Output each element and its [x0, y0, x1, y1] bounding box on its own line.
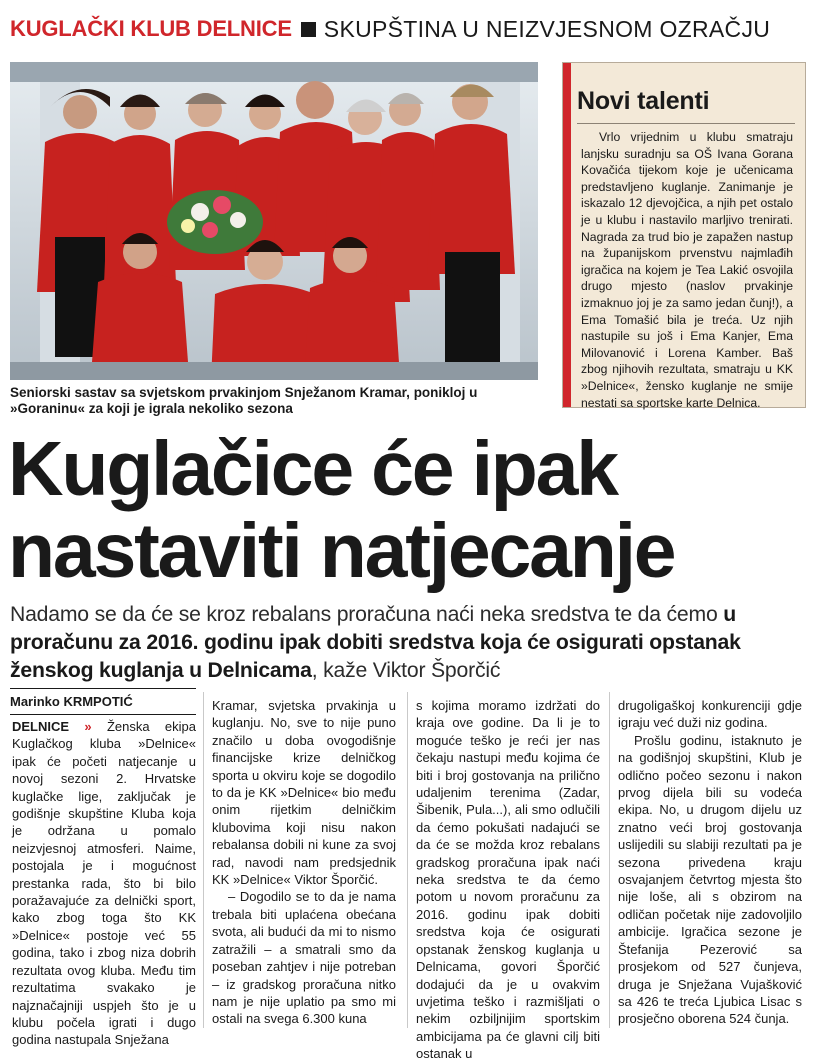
byline-rule-top — [10, 688, 196, 689]
article-paragraph: – Dogodilo se to da je namа trebala biti uplaćena obećana svota, ali budući da mi to nismo zatražili – a smatrali smo da poseban zahtjev i nije potreban – iz gradskog proračuna nitko nam je nije uplatio pa smo mi ostali na svega 6.300 kuna — [212, 889, 396, 1027]
team-photo — [10, 62, 538, 380]
sidebar-divider — [577, 123, 795, 124]
headline-line-2: nastaviti natjecanje — [8, 508, 675, 594]
deck-part-1: Nadamo se da će se kroz rebalans proračuna naći neka sredstva te da ćemo — [10, 603, 718, 626]
club-label: KUGLAČKI KLUB DELNICE — [10, 16, 292, 41]
article-paragraph: drugoligaškoj konkurenciji gdje igraju već duži niz godina. — [618, 698, 802, 731]
article-paragraph: Kramar, svjetska prvakinja u kuglanju. No, sve to nije puno značilo u doba ovogodišnje financijske krize delničkog sporta u okviru koje se dogodilo to da je KK »Delnice« bio među onim rijetkim delničkim klubovima koji nisu nakon rebalansa dobili ni kune za svoj rad, navodi nam predsjednik KK »Delnice« Viktor Šporčić. — [212, 698, 396, 888]
article-column-2 — [212, 697, 396, 1028]
headline — [8, 428, 808, 592]
deck — [10, 601, 810, 685]
headline-line-1: Kuglačice će ipak — [8, 426, 617, 512]
byline-rule-bottom — [10, 714, 196, 715]
sidebar-accent-bar — [563, 63, 571, 407]
article-column-1 — [12, 718, 196, 1049]
deck-part-2: , kaže Viktor Šporčić — [311, 659, 501, 682]
article-paragraph — [12, 718, 196, 1049]
section-kicker — [10, 12, 810, 46]
topic-label: SKUPŠTINA U NEIZVJESNOM OZRAČJU — [323, 15, 771, 42]
photo-caption: Seniorski sastav sa svjetskom prvakinjom Snježanom Kramar, ponikloj u »Goraninu« za koji je igrala nekoliko sezona — [10, 385, 478, 416]
column-divider — [407, 692, 408, 1028]
byline: Marinko KRMPOTIĆ — [10, 694, 133, 709]
square-bullet-icon — [301, 22, 316, 37]
deck-bold: u proračunu za 2016. godinu ipak dobiti sredstva koja će osigurati opstanak ženskog kuglanja u Delnicama — [10, 603, 741, 682]
article-paragraph: Prošlu godinu, istaknuto je na godišnjoj skupštini, Klub je odlično počeo sezonu i nakon prvog dijela bili su vodeća ekipa. No, u drugom dijelu uz znatno veći broj gostovanja uslijedili su slabiji rezultati pa je sezona privedena kraju osvajanjem četvrtog mjesta što nije loše, ali s obzirom na odličan početak nije zadovoljilo ambicije. Igračica sezone je Štefanija Pezerović sa prosjekom od 527 čunjeva, druga je Snježana Vujašković sa 426 te treća Ljubica Lisac s prosječno oborena 524 čunja. — [618, 732, 802, 1027]
article-text: Ženska ekipa Kuglačkog kluba »Delnice« ipak će početi natjecanje u novoj sezoni 2. Hrvatske kuglačke lige, zaključak je godišnje skupštine Kluba koja je održana u pomalo neizvjesnoj atmosferi. Naime, postojala je i mogućnost prestanka rada, što bi bilo poražavajuće za delničkі sport, kako zbog toga što KK »Delnice« postoje već 55 godina, tako i zbog niza dobrih rezultata ovog kluba. Među tim rezultatima svakako je najznačajniji uspjeh što je u klubu počela igrati i dugo godina nastupala Snježana — [12, 719, 196, 1048]
sidebar-text: Vrlo vrijednim u klubu smatraju lanjsku suradnju sa OŠ Ivana Gorana Kovačića tijekom koje je učenicama predstavljeno kuglanje. Zanimanje je iskazalo 12 djevojčica, a njih pet ostalo je u klubu i nastavilo marljivo trenirati. Nagrada za trud bio je zapažen nastup na županijskom prvenstvu najmlađih igračica na kojem je Tea Lakić osvojila drugo mjesto (naslov prvakinje izmaknuo joj je za samo jedan čunj!), a Ema Tomašić bila je treća. Uz njih nastupile su još i Ema Kanjer, Ema Milovanović i Lorena Kamber. Baš zbog njihovih rezultata, smatraju u KK »Delnice«, žensko kuglanje ne smije nestati sa sportske karte Delnica. — [581, 130, 793, 410]
dateline: DELNICE — [12, 719, 70, 734]
sidebar-title: Novi talenti — [577, 87, 710, 115]
article-paragraph: s kojima moramo izdržati do kraja ove godine. Da li je to moguće teško je reći jer nas čekaju nastupi među kojima će biti i broj gostovanja na prilično udaljenim terenima (Zadar, Šibenik, Pula...), ali smo odlučili da ćemo pokušati nadajući se da će se možda kroz rebalans gradskog proračuna ipak naći neka sredstva te da ćemo potom u novom proračunu za 2016. godinu ipak dobiti sredstva koja će osigurati opstanak ženskog kuglanja u Delnicama, govori Šporčić dodajući da je u ovakvim uvjetima teško i razmišljati o nekim ozbiljnijim sportskim ambicijama pa će glavni cilj biti ostanak u — [416, 698, 600, 1062]
column-divider — [203, 692, 204, 1028]
article-column-3 — [416, 697, 600, 1063]
article-column-4 — [618, 697, 802, 1028]
sidebar-box — [562, 62, 806, 408]
dateline-arrows-icon: » — [84, 719, 92, 734]
column-divider — [609, 692, 610, 1028]
